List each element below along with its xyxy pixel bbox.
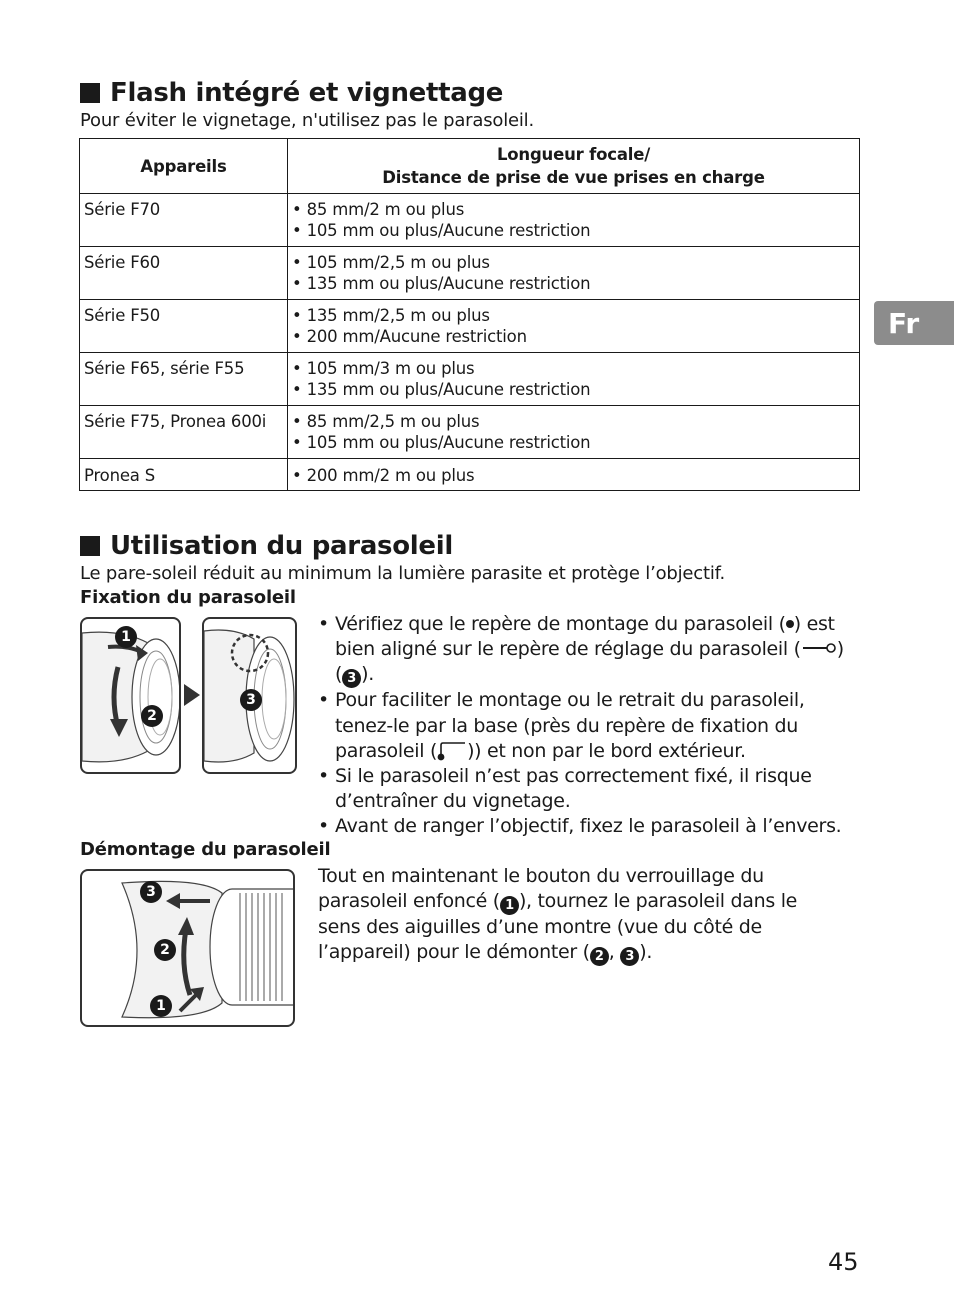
camera-cell: Série F60 [80, 247, 288, 300]
flash-intro: Pour éviter le vignetage, n'utilisez pas le parasoleil. [80, 110, 535, 131]
focal-line: • 135 mm ou plus/Aucune restriction [292, 380, 591, 399]
hood-attachment-index-icon [437, 741, 467, 761]
dismount-paragraph [318, 864, 818, 966]
camera-cell: Pronea S [80, 459, 288, 491]
focal-cell [288, 406, 860, 459]
focal-cell [288, 353, 860, 406]
paragraph-text: Tout en maintenant le bouton du verrouillage du parasoleil enfoncé ( [318, 865, 764, 913]
step-3-marker: 3 [140, 881, 162, 903]
language-tab: Fr [874, 301, 954, 345]
camera-cell: Série F70 [80, 194, 288, 247]
header-camera: Appareils [80, 139, 288, 194]
dismount-subtitle: Démontage du parasoleil [80, 839, 331, 860]
focal-cell [288, 194, 860, 247]
table-row [80, 247, 860, 300]
focal-line: • 135 mm ou plus/Aucune restriction [292, 274, 591, 293]
instruction-text: ) [836, 638, 844, 661]
step-3-inline-icon: 3 [342, 669, 361, 688]
mount-illustration-2 [202, 617, 297, 774]
section-title-hood-text: Utilisation du parasoleil [110, 531, 453, 561]
focal-cell [288, 300, 860, 353]
focal-line: • 85 mm/2,5 m ou plus [292, 412, 480, 431]
dismount-illustration [80, 869, 295, 1027]
square-bullet-icon [80, 536, 100, 556]
step-1-marker: 1 [150, 995, 172, 1017]
header-focal-line1: Longueur focale/ [496, 145, 651, 164]
paragraph-text: ). [639, 941, 653, 964]
table-row [80, 353, 860, 406]
list-item: • Avant de ranger l’objectif, fixez le parasoleil à l’envers. [318, 814, 848, 839]
focal-line: • 85 mm/2 m ou plus [292, 200, 465, 219]
instruction-text: Pour faciliter le montage ou le retrait du parasoleil, tenez-le par la base (près du repère de fixation du parasoleil ( [335, 689, 805, 762]
hood-setting-index-icon [801, 642, 837, 654]
step-1-inline-icon: 1 [500, 896, 519, 915]
mount-illustration-1 [80, 617, 181, 774]
header-focal [288, 139, 860, 194]
focal-cell [288, 459, 860, 491]
focal-cell [288, 247, 860, 300]
table-row [80, 406, 860, 459]
table-row [80, 194, 860, 247]
camera-cell: Série F65, série F55 [80, 353, 288, 406]
table-row [80, 459, 860, 491]
focal-line: • 105 mm ou plus/Aucune restriction [292, 221, 591, 240]
page-number: 45 [828, 1248, 859, 1276]
section-title-hood [80, 531, 453, 561]
step-2-marker: 2 [141, 705, 163, 727]
compatibility-table [79, 138, 860, 491]
header-focal-line2: Distance de prise de vue prises en charge [382, 168, 765, 187]
table-row [80, 300, 860, 353]
step-2-marker: 2 [154, 939, 176, 961]
instruction-text: ) est bien aligné sur le repère de réglage du parasoleil ( [335, 613, 835, 661]
step-3-marker: 3 [240, 689, 262, 711]
instruction-text: Vérifiez que le repère de montage du parasoleil ( [335, 613, 786, 635]
focal-line: • 135 mm/2,5 m ou plus [292, 306, 490, 325]
next-step-arrow-icon [184, 684, 200, 706]
camera-cell: Série F50 [80, 300, 288, 353]
hood-mount-index-icon [786, 620, 794, 628]
paragraph-text: ), tournez le parasoleil dans le sens des aiguilles d’une montre (vue du côté de l’appareil) pour le démonter ( [318, 890, 798, 964]
table-header-row [80, 139, 860, 194]
list-item [318, 688, 848, 764]
focal-line: • 200 mm/2 m ou plus [292, 466, 475, 485]
step-1-marker: 1 [115, 626, 137, 648]
list-item: • Si le parasoleil n’est pas correctement fixé, il risque d’entraîner du vignetage. [318, 764, 848, 814]
list-item [318, 612, 848, 688]
step-2-inline-icon: 2 [590, 947, 609, 966]
mount-subtitle: Fixation du parasoleil [80, 587, 296, 608]
instruction-text: ). [361, 663, 374, 686]
instruction-text: ( [335, 663, 343, 686]
mount-instructions-list [318, 612, 848, 840]
lens-hood-removal-drawing [82, 871, 293, 1025]
hood-intro: Le pare-soleil réduit au minimum la lumière parasite et protège l’objectif. [80, 563, 726, 584]
section-title-flash [80, 78, 503, 108]
camera-cell: Série F75, Pronea 600i [80, 406, 288, 459]
paragraph-text: , [608, 941, 621, 964]
focal-line: • 105 mm/2,5 m ou plus [292, 253, 490, 272]
instruction-text: )) et non par le bord extérieur. [467, 739, 746, 762]
focal-line: • 105 mm/3 m ou plus [292, 359, 475, 378]
focal-line: • 105 mm ou plus/Aucune restriction [292, 433, 591, 452]
section-title-flash-text: Flash intégré et vignettage [110, 78, 504, 108]
square-bullet-icon [80, 83, 100, 103]
step-3-inline-icon: 3 [620, 947, 639, 966]
focal-line: • 200 mm/Aucune restriction [292, 327, 527, 346]
